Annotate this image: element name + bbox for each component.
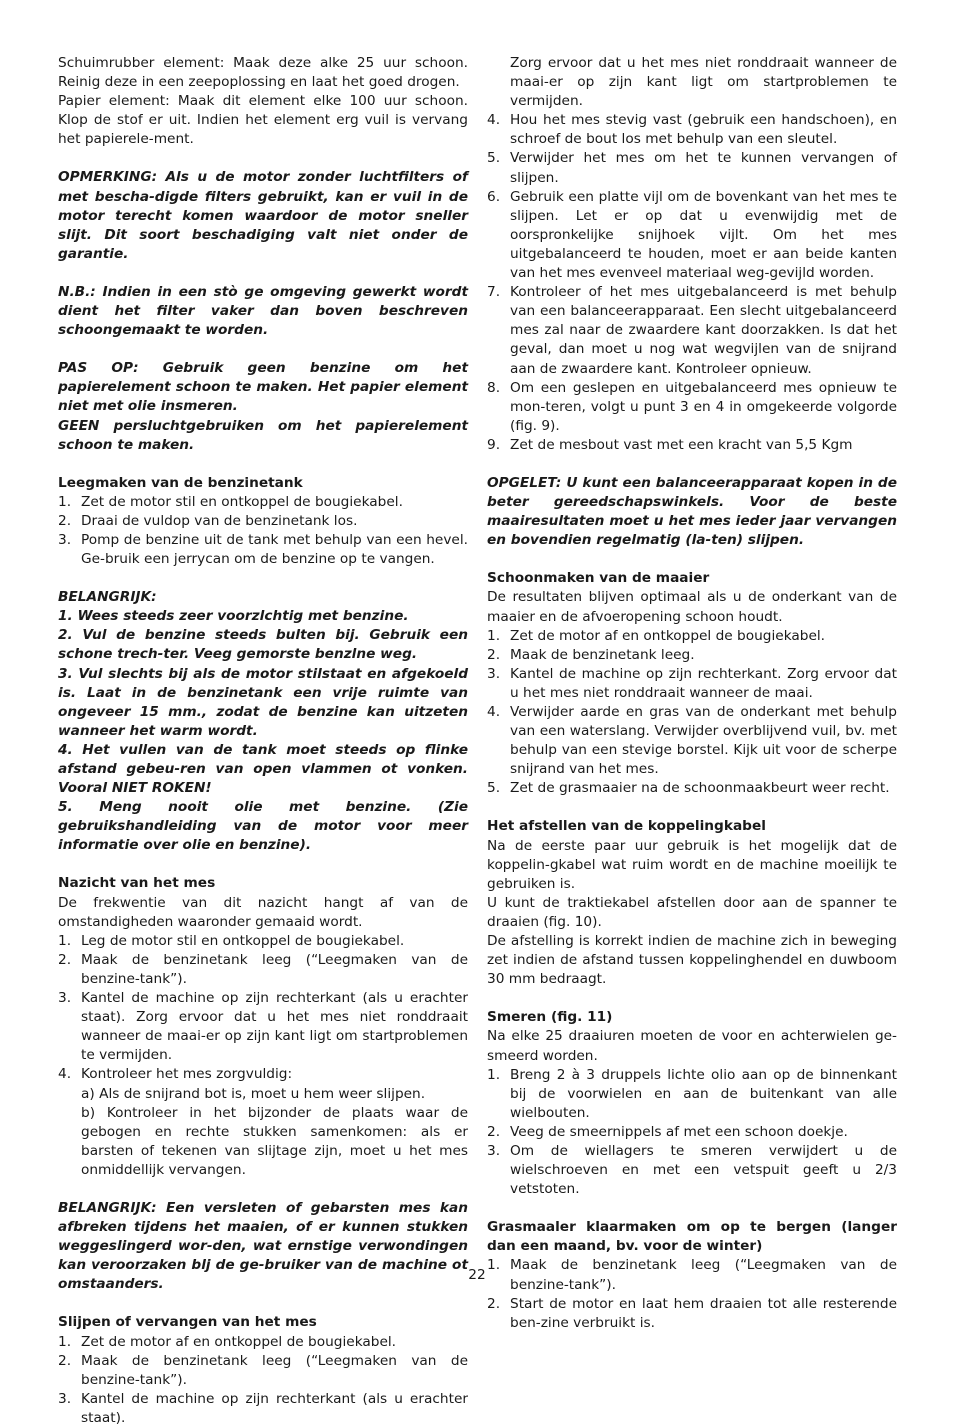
smeren-list — [487, 1066, 897, 1200]
list-item — [58, 932, 468, 951]
list-item — [487, 1295, 897, 1333]
list-number: 1. — [58, 1333, 72, 1350]
list-number: 4. — [487, 704, 501, 720]
slijpen-list-continued — [487, 54, 897, 455]
leegmaken-list — [58, 493, 468, 569]
nazicht-section — [58, 874, 468, 1180]
list-text: Zet de motor stil en ontkoppel de bougiekabel. — [81, 493, 403, 510]
list-text: Veeg de smeernippels af met een schoon doekje. — [510, 1123, 848, 1140]
list-text: Kantel de machine op zijn rechterkant (als u erachter staat). — [81, 1390, 468, 1426]
list-item — [487, 54, 897, 111]
list-number: 1. — [58, 932, 72, 949]
list-number: 2. — [58, 951, 72, 968]
right-column — [487, 54, 897, 1333]
list-number: 2. — [58, 512, 72, 529]
smeren-heading: Smeren (fig. 11) — [487, 1009, 613, 1026]
page-number: 22 — [468, 1267, 486, 1283]
list-item — [58, 951, 468, 989]
list-item — [487, 779, 897, 798]
list-number: 4. — [58, 1066, 72, 1083]
list-number: 7. — [487, 284, 501, 301]
list-text: Maak de benzinetank leeg. — [510, 646, 695, 663]
list-text: Hou het mes stevig vast (gebruik een handschoen), en schroef de bout los met behulp van een sleutel. — [510, 112, 897, 148]
belangrijk-heading: BELANGRIJK: — [58, 589, 157, 606]
belangrijk2-text: BELANGRIJK: Een versleten of gebarsten mes kan afbreken tijdens het maaien, of er kunnen stukken weggeslingerd wor-den, wat ernstige verwondingen kan veroorzaken blj de ge-bruiker van de machine ot omstaanders. — [58, 1199, 468, 1293]
nazicht-intro: De frekwentie van dit nazicht hangt af van de omstandigheden waaronder gemaaid wordt. — [58, 894, 468, 930]
list-text: Breng 2 à 3 druppels lichte olio aan op de binnenkant bij de voorwielen en aan de buitenkant van alle wielbouten. — [510, 1066, 897, 1121]
slijpen-heading: Slijpen of vervangen van het mes — [58, 1314, 317, 1331]
list-item — [58, 493, 468, 512]
list-text: Maak de benzinetank leeg (“Leegmaken van de benzine-tank”). — [510, 1257, 897, 1293]
list-number: 4. — [487, 112, 501, 129]
list-item — [487, 111, 897, 149]
list-text: Gebruik een platte vijl om de bovenkant van het mes te slijpen. Let er op dat u evenwijdig met de oorspronkelijke snijhoek vijlt. Om het mes uitgebalanceerd te houden, moet er aan beide kanten van het mes evenveel materiaal weg-gevijld worden. — [510, 188, 897, 282]
list-item — [58, 512, 468, 531]
afstellen-paragraph-1: Na de eerste paar uur gebruik is het mogelijk dat de koppelin-gkabel wat ruim wordt en de machine moeilijk te gebruiken is. — [487, 837, 897, 892]
belangrijk-point-2: 2. Vul de benzine steeds bulten bij. Gebruik een schone trech-ter. Veeg gemorste benzlne weg. — [58, 627, 468, 663]
list-number: 2. — [487, 1123, 501, 1140]
afstellen-paragraph-3: De afstelling is korrekt indien de machine zich in beweging zet indien de afstand tussen koppelinghendel en duwboom 30 mm bedraagt. — [487, 933, 897, 988]
list-item — [487, 1066, 897, 1123]
list-item — [487, 436, 897, 455]
list-text: Draai de vuldop van de benzinetank los. — [81, 512, 358, 529]
opgelet-text: OPGELET: U kunt een balanceerapparaat kopen in de beter gereedschapswinkels. Voor de beste maairesultaten moet u het mes ieder jaar vervangen en bovendien regelmatig (la-ten) slijpen. — [487, 474, 897, 549]
list-text: Verwijder het mes om het te kunnen vervangen of slijpen. — [510, 150, 897, 186]
list-item — [487, 379, 897, 436]
slijpen-list — [58, 1333, 468, 1428]
schoonmaken-section — [487, 569, 897, 798]
nb-text: N.B.: Indien in een stò ge omgeving gewerkt wordt dient het filter vaker dan boven beschreven schoongemaakt te worden. — [58, 283, 468, 339]
list-item — [58, 531, 468, 569]
schoonmaken-heading: Schoonmaken van de maaier — [487, 570, 710, 587]
list-item — [487, 149, 897, 187]
list-item — [487, 283, 897, 378]
afstellen-heading: Het afstellen van de koppelingkabel — [487, 818, 766, 835]
list-number: 1. — [58, 493, 72, 510]
list-text: Start de motor en laat hem draaien tot alle resterende ben-zine verbruikt is. — [510, 1295, 897, 1331]
list-number: 3. — [487, 1142, 501, 1159]
slijpen-section — [58, 1313, 468, 1428]
list-text: Kantel de machine op zijn rechterkant (als u erachter staat). Zorg ervoor dat u het mes niet ronddraait wanneer de maai-er op zijn kant ligt om startproblemen te vermijden. — [81, 990, 468, 1064]
list-text: Leg de motor stil en ontkoppel de bougiekabel. — [81, 932, 405, 949]
list-item — [58, 1352, 468, 1390]
schoonmaken-intro: De resultaten blijven optimaal als u de onderkant van de maaier en de afvoeropening schoon houdt. — [487, 589, 897, 625]
list-number: 6. — [487, 188, 501, 205]
list-text: Zet de mesbout vast met een kracht van 5,5 Kgm — [510, 436, 853, 453]
list-item — [487, 188, 897, 283]
list-text: Zet de motor af en ontkoppel de bougiekabel. — [81, 1333, 397, 1350]
list-number: 2. — [487, 646, 501, 663]
nazicht-list — [58, 932, 468, 1180]
list-number: 1. — [487, 627, 501, 644]
list-number: 2. — [58, 1352, 72, 1369]
list-number: 3. — [58, 531, 72, 548]
list-text: Kontroleer of het mes uitgebalanceerd is met behulp van een balanceerapparaat. Een slecht uitgebalanceerd mes zal naar de zwaardere kant doorzakken. Is dat het geval, dan moet u nog wat wegvijlen van de snijrand aan de zwaardere kant. Kontroleer opnieuw. — [510, 284, 897, 377]
list-item — [487, 646, 897, 665]
slijpen-continued — [487, 54, 897, 455]
afstellen-paragraph-2: U kunt de traktiekabel afstellen door aan de spanner te draaien (fig. 10). — [487, 894, 897, 930]
filter-section — [58, 54, 468, 149]
filter-paper-text: Papier element: Maak dit element elke 100 uur schoon. Klop de stof er uit. Indien het element erg vuil is vervang het papierele-ment. — [58, 93, 468, 148]
list-text: Kantel de machine op zijn rechterkant. Zorg ervoor dat u het mes niet ronddraait wanneer de maai. — [510, 665, 897, 701]
list-item — [487, 627, 897, 646]
opmerking-text: OPMERKING: Als u de motor zonder luchtfilters of met bescha-digde filters gebruikt, kan er vuil in de motor terecht komen waardoor de motor sneller slijt. Dit soort beschadiging valt niet onder de garantie. — [58, 169, 468, 262]
list-item — [487, 1142, 897, 1199]
belangrijk-point-3: 3. Vul slechts bij als de motor stilstaat en afgekoeld is. Laat in de benzinetank een vrije ruimte van ongeveer 15 mm., zodat de benzine kan uitzeten wanneer het warm wordt. — [58, 665, 468, 739]
pasop-text-1: PAS OP: Gebruik geen benzine om het papierelement schoon te maken. Het papier element niet met olie insmeren. — [58, 360, 468, 415]
opmerking-note — [58, 168, 468, 263]
smeren-section — [487, 1008, 897, 1199]
afstellen-section — [487, 817, 897, 989]
list-item — [58, 1390, 468, 1428]
nb-note — [58, 283, 468, 340]
list-number: 1. — [487, 1066, 501, 1083]
list-text: Maak de benzinetank leeg (“Leegmaken van de benzine-tank”). — [81, 951, 468, 987]
list-number: 3. — [58, 1390, 72, 1407]
list-item — [487, 665, 897, 703]
list-text: Zet de grasmaaier na de schoonmaakbeurt weer recht. — [510, 780, 890, 797]
belangrijk-note-1 — [58, 588, 468, 855]
leegmaken-heading: Leegmaken van de benzinetank — [58, 474, 303, 491]
list-item — [487, 1123, 897, 1142]
nazicht-sub-b: b) Kontroleer in het bijzonder de plaats waar de gebogen en rechte stukken samenkomen: als er barsten of tekenen van slijtage zijn, moet u het mes onmiddellijk vervangen. — [81, 1104, 468, 1178]
schoonmaken-list — [487, 627, 897, 799]
smeren-intro: Na elke 25 draaiuren moeten de voor en achterwielen ge-smeerd worden. — [487, 1028, 897, 1064]
list-text: Verwijder aarde en gras van de onderkant met behulp van een waterslang. Verwijder overblijvend vuil, bv. met behulp van een stevige borstel. Kijk uit voor de scherpe snijrand van het mes. — [510, 704, 897, 778]
list-item — [487, 703, 897, 779]
opgelet-note — [487, 474, 897, 550]
filter-foam-text: Schuimrubber element: Maak deze alke 25 uur schoon. Reinig deze in een zeepoplossing en laat het goed drogen. — [58, 55, 468, 91]
list-text: Pomp de benzine uit de tank met behulp van een hevel. Ge-bruik een jerrycan om de benzine op te vangen. — [81, 531, 468, 568]
belangrijk-point-1: 1. Wees steeds zeer voorzlchtig met benzine. — [58, 608, 409, 625]
list-text: Om de wiellagers te smeren verwijdert u de wielschroeven en met een vetspuit geeft u 2/3 vetstoten. — [510, 1142, 897, 1198]
belangrijk-point-5: 5. Meng nooit olie met benzine. (Zie gebruikshandleiding van de motor voor meer informatie over olie en benzine). — [58, 799, 468, 854]
list-item — [58, 989, 468, 1065]
list-text: Om een geslepen en uitgebalanceerd mes opnieuw te mon-teren, volgt u punt 3 en 4 in omgekeerde volgorde (fig. 9). — [510, 379, 897, 434]
list-number: 1. — [487, 1257, 501, 1274]
pasop-text-2: GEEN persluchtgebruiken om het papierelement schoon te maken. — [58, 417, 468, 453]
list-number: 8. — [487, 379, 501, 396]
list-number: 3. — [487, 665, 501, 682]
list-number: 5. — [487, 780, 501, 797]
pasop-note — [58, 359, 468, 454]
list-text: Zet de motor af en ontkoppel de bougiekabel. — [510, 627, 826, 644]
list-number: 9. — [487, 436, 501, 453]
list-number: 3. — [58, 990, 72, 1007]
nazicht-heading: Nazicht van het mes — [58, 875, 216, 892]
list-item — [58, 1065, 468, 1180]
list-text: Kontroleer het mes zorgvuldig: — [81, 1066, 293, 1083]
list-number: 2. — [487, 1295, 501, 1312]
opbergen-heading: Grasmaaler klaarmaken om op te bergen (langer dan een maand, bv. voor de winter) — [487, 1219, 897, 1255]
list-item — [58, 1333, 468, 1352]
nazicht-sub-a: a) Als de snijrand bot is, moet u hem weer slijpen. — [81, 1085, 426, 1102]
list-text: Maak de benzinetank leeg (“Leegmaken van de benzine-tank”). — [81, 1352, 468, 1388]
left-column — [58, 54, 468, 1428]
belangrijk-point-4: 4. Het vullen van de tank moet steeds op flinke afstand gebeu-ren van open vlammen ot vonken. Vooral NIET ROKEN! — [58, 741, 468, 797]
leegmaken-section — [58, 474, 468, 569]
list-number: 5. — [487, 150, 501, 167]
list-text: Zorg ervoor dat u het mes niet ronddraait wanneer de maai-er op zijn kant ligt om startproblemen te vermijden. — [510, 55, 897, 110]
